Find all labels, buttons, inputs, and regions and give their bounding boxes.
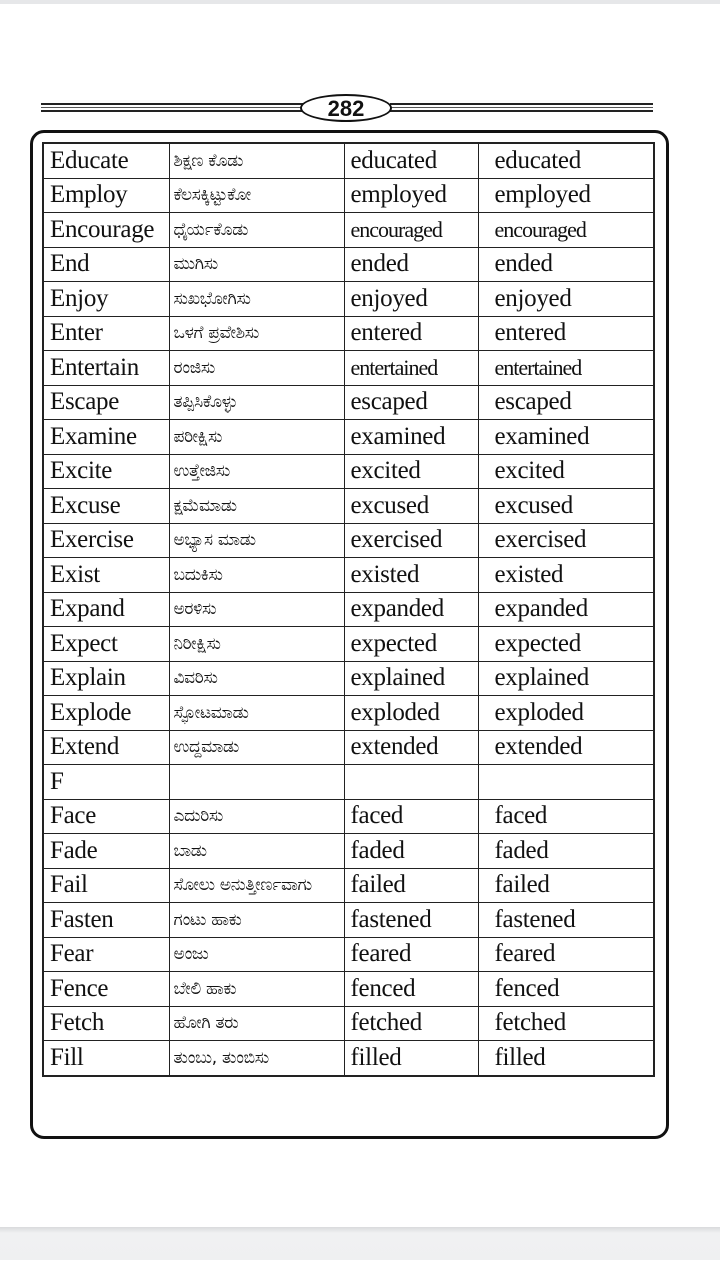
kannada-meaning-cell: ಸ್ಫೋಟಮಾಡು — [169, 696, 344, 731]
kannada-meaning-cell: ಅರಳಿಸು — [169, 592, 344, 627]
table-row — [43, 420, 654, 455]
header-rule-left — [41, 103, 305, 112]
past-tense-cell: exploded — [344, 696, 478, 731]
kannada-meaning-cell: ಕೆಲಸಕ್ಕಿಟ್ಟುಕೋ — [169, 178, 344, 213]
table-row — [43, 316, 654, 351]
past-participle-cell: exploded — [478, 696, 654, 731]
past-participle-cell: existed — [478, 558, 654, 593]
past-participle-cell: filled — [478, 1041, 654, 1076]
verb-cell: Fail — [43, 868, 169, 903]
table-row — [43, 1006, 654, 1041]
kannada-meaning-cell: ಬಾಡು — [169, 834, 344, 869]
past-participle-cell: entered — [478, 316, 654, 351]
verb-cell: Fear — [43, 937, 169, 972]
page-number: 282 — [300, 94, 392, 122]
verb-cell: Explain — [43, 661, 169, 696]
table-row — [43, 937, 654, 972]
verb-cell: Entertain — [43, 351, 169, 386]
kannada-meaning-cell: ಹೋಗಿ ತರು — [169, 1006, 344, 1041]
table-row — [43, 178, 654, 213]
table-row — [43, 558, 654, 593]
kannada-meaning-cell: ಪರೀಕ್ಷಿಸು — [169, 420, 344, 455]
past-tense-cell: fastened — [344, 903, 478, 938]
past-tense-cell — [344, 765, 478, 800]
table-row — [43, 523, 654, 558]
past-tense-cell: enjoyed — [344, 282, 478, 317]
past-participle-cell: expected — [478, 627, 654, 662]
table-row — [43, 661, 654, 696]
past-participle-cell: escaped — [478, 385, 654, 420]
past-participle-cell: fastened — [478, 903, 654, 938]
table-row — [43, 143, 654, 178]
past-tense-cell: educated — [344, 143, 478, 178]
kannada-meaning-cell: ಸೋಲು ಅನುತ್ತೀರ್ಣವಾಗು — [169, 868, 344, 903]
verb-cell: End — [43, 247, 169, 282]
kannada-meaning-cell: ಎದುರಿಸು — [169, 799, 344, 834]
past-participle-cell: failed — [478, 868, 654, 903]
past-participle-cell: explained — [478, 661, 654, 696]
past-tense-cell: expected — [344, 627, 478, 662]
kannada-meaning-cell: ಬದುಕಿಸು — [169, 558, 344, 593]
table-row — [43, 454, 654, 489]
kannada-meaning-cell: ನಿರೀಕ್ಷಿಸು — [169, 627, 344, 662]
past-tense-cell: existed — [344, 558, 478, 593]
past-participle-cell: faded — [478, 834, 654, 869]
table-row — [43, 1041, 654, 1076]
verb-cell: Fade — [43, 834, 169, 869]
verb-cell: Extend — [43, 730, 169, 765]
table-row — [43, 730, 654, 765]
verb-cell: Escape — [43, 385, 169, 420]
past-tense-cell: fetched — [344, 1006, 478, 1041]
past-tense-cell: expanded — [344, 592, 478, 627]
table-row — [43, 351, 654, 386]
verb-cell: Excite — [43, 454, 169, 489]
kannada-meaning-cell: ತಪ್ಪಿಸಿಕೊಳ್ಳು — [169, 385, 344, 420]
verb-cell: Exercise — [43, 523, 169, 558]
verb-cell: Fill — [43, 1041, 169, 1076]
verb-cell: Excuse — [43, 489, 169, 524]
kannada-meaning-cell: ರಂಜಿಸು — [169, 351, 344, 386]
past-participle-cell: fetched — [478, 1006, 654, 1041]
past-tense-cell: exercised — [344, 523, 478, 558]
verb-cell: F — [43, 765, 169, 800]
top-status-strip — [0, 0, 720, 4]
table-row — [43, 799, 654, 834]
past-participle-cell: ended — [478, 247, 654, 282]
verb-cell: Examine — [43, 420, 169, 455]
table-row — [43, 627, 654, 662]
verb-cell: Expect — [43, 627, 169, 662]
table-row — [43, 592, 654, 627]
table-row — [43, 489, 654, 524]
past-tense-cell: examined — [344, 420, 478, 455]
verb-cell: Fasten — [43, 903, 169, 938]
past-participle-cell: extended — [478, 730, 654, 765]
kannada-meaning-cell: ಅಭ್ಯಾಸ ಮಾಡು — [169, 523, 344, 558]
kannada-meaning-cell: ಬೇಲಿ ಹಾಕು — [169, 972, 344, 1007]
table-row — [43, 765, 654, 800]
past-participle-cell: entertained — [478, 351, 654, 386]
past-participle-cell: examined — [478, 420, 654, 455]
table-row — [43, 903, 654, 938]
past-tense-cell: employed — [344, 178, 478, 213]
past-participle-cell: excited — [478, 454, 654, 489]
past-tense-cell: faded — [344, 834, 478, 869]
table-row — [43, 972, 654, 1007]
past-participle-cell: exercised — [478, 523, 654, 558]
kannada-meaning-cell — [169, 765, 344, 800]
table-row — [43, 247, 654, 282]
past-participle-cell: feared — [478, 937, 654, 972]
verb-cell: Employ — [43, 178, 169, 213]
past-participle-cell: educated — [478, 143, 654, 178]
table-row — [43, 868, 654, 903]
kannada-meaning-cell: ಸುಖಭೋಗಿಸು — [169, 282, 344, 317]
past-participle-cell: fenced — [478, 972, 654, 1007]
kannada-meaning-cell: ಶಿಕ್ಷಣ ಕೊಡು — [169, 143, 344, 178]
past-participle-cell: enjoyed — [478, 282, 654, 317]
past-participle-cell: expanded — [478, 592, 654, 627]
header-rule-right — [390, 103, 653, 112]
kannada-meaning-cell: ಒಳಗೆ ಪ್ರವೇಶಿಸು — [169, 316, 344, 351]
table-row — [43, 385, 654, 420]
verb-cell: Exist — [43, 558, 169, 593]
verb-cell: Explode — [43, 696, 169, 731]
past-tense-cell: encouraged — [344, 213, 478, 248]
verb-table — [42, 142, 655, 1077]
kannada-meaning-cell: ಉದ್ದಮಾಡು — [169, 730, 344, 765]
table-row — [43, 834, 654, 869]
table-row — [43, 696, 654, 731]
verb-cell: Educate — [43, 143, 169, 178]
past-tense-cell: failed — [344, 868, 478, 903]
verb-cell: Fetch — [43, 1006, 169, 1041]
past-tense-cell: ended — [344, 247, 478, 282]
past-participle-cell: employed — [478, 178, 654, 213]
bottom-toolbar — [0, 1227, 720, 1260]
past-participle-cell: encouraged — [478, 213, 654, 248]
past-tense-cell: excused — [344, 489, 478, 524]
verb-cell: Enjoy — [43, 282, 169, 317]
past-tense-cell: filled — [344, 1041, 478, 1076]
past-participle-cell — [478, 765, 654, 800]
verb-cell: Face — [43, 799, 169, 834]
table-row — [43, 282, 654, 317]
past-tense-cell: entered — [344, 316, 478, 351]
past-tense-cell: escaped — [344, 385, 478, 420]
kannada-meaning-cell: ವಿವರಿಸು — [169, 661, 344, 696]
past-tense-cell: entertained — [344, 351, 478, 386]
past-participle-cell: faced — [478, 799, 654, 834]
past-participle-cell: excused — [478, 489, 654, 524]
kannada-meaning-cell: ಅಂಜು — [169, 937, 344, 972]
kannada-meaning-cell: ಗಂಟು ಹಾಕು — [169, 903, 344, 938]
past-tense-cell: feared — [344, 937, 478, 972]
past-tense-cell: faced — [344, 799, 478, 834]
kannada-meaning-cell: ಉತ್ತೇಜಿಸು — [169, 454, 344, 489]
kannada-meaning-cell: ಮುಗಿಸು — [169, 247, 344, 282]
kannada-meaning-cell: ತುಂಬು, ತುಂಬಿಸು — [169, 1041, 344, 1076]
past-tense-cell: excited — [344, 454, 478, 489]
verb-cell: Fence — [43, 972, 169, 1007]
verb-cell: Encourage — [43, 213, 169, 248]
kannada-meaning-cell: ಕ್ಷಮೆಮಾಡು — [169, 489, 344, 524]
verb-cell: Expand — [43, 592, 169, 627]
past-tense-cell: extended — [344, 730, 478, 765]
past-tense-cell: explained — [344, 661, 478, 696]
past-tense-cell: fenced — [344, 972, 478, 1007]
table-row — [43, 213, 654, 248]
verb-cell: Enter — [43, 316, 169, 351]
kannada-meaning-cell: ಧೈರ್ಯಕೊಡು — [169, 213, 344, 248]
